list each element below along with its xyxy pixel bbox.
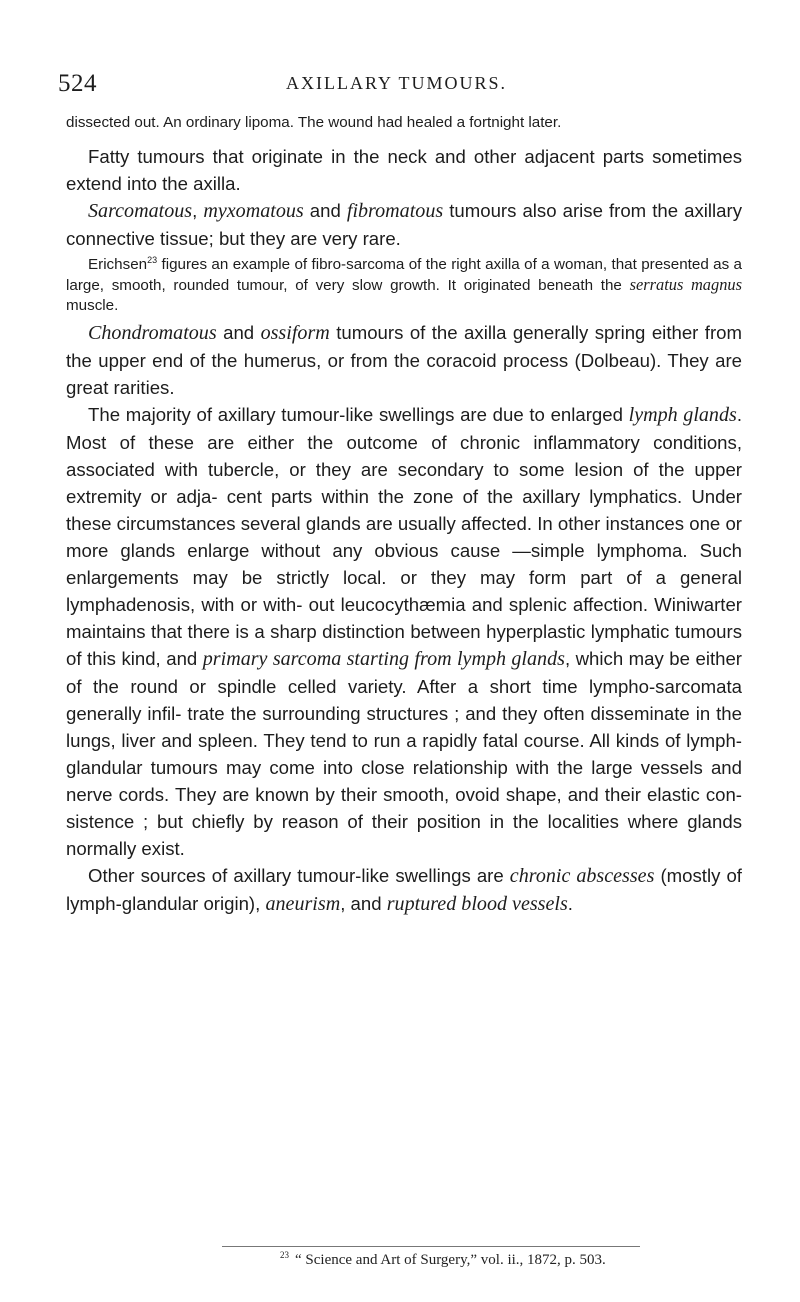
footnote-marker: 23 (280, 1250, 289, 1260)
italic-term: ossiform (260, 322, 330, 344)
separator-text: and (303, 200, 347, 221)
italic-term: chronic abscesses (509, 865, 655, 887)
main-text (66, 113, 742, 918)
footnote (280, 1250, 606, 1270)
separator-text: , (192, 200, 204, 221)
paragraph-other-sources (66, 862, 742, 918)
paragraph-text: , which may be either of the round or spindle celled variety. After a short time lympho-sarcomata generally infil- trate the surrounding structures ; and they often disseminate in the lungs, liver and spleen. They tend to run a rapidly fatal course. All kinds of lymph-glandular tumours may come into close relationship with the large vessels and nerve cords. They are known by their smooth, ovoid shape, and their elastic con- sistence ; but chiefly by reason of their position in the localities where glands normally exist. (66, 648, 742, 859)
italic-term: Sarcomatous (88, 200, 193, 222)
footnote-divider (222, 1246, 640, 1247)
footnote-text: “ Science and Art of Surgery,” vol. ii., 1872, p. 503. (295, 1252, 606, 1268)
paragraph-chondromatous (66, 319, 742, 401)
italic-term: serratus magnus (629, 275, 742, 294)
page-number: 524 (58, 70, 97, 97)
italic-term: lymph glands (628, 404, 737, 426)
paragraph-text: figures an example of fibro-sarcoma of the right axilla of a woman, that presented as a large, smooth, rounded tumour, of very slow growth. It originated beneath the (66, 256, 742, 294)
footnote-reference: 23 (147, 254, 158, 265)
italic-term: myxomatous (203, 200, 304, 222)
paragraph-text: tumours of the axilla generally spring either from the upper end of the humerus, or from the coracoid process (Dolbeau). They are great rarities. (66, 322, 742, 398)
italic-term: primary sarcoma starting from lymph glands (202, 648, 565, 670)
paragraph-text: (mostly of lymph-glandular origin), (66, 865, 742, 914)
paragraph-text: muscle. (66, 297, 119, 314)
italic-term: fibromatous (346, 200, 444, 222)
italic-term: ruptured blood vessels (386, 893, 568, 915)
paragraph-text: The majority of axillary tumour-like swellings are due to enlarged (88, 404, 629, 425)
paragraph-text: . (567, 893, 573, 914)
paragraph-text: Other sources of axillary tumour-like swellings are (88, 865, 510, 886)
italic-term: Chondromatous (88, 322, 217, 344)
author-name: Erichsen (88, 256, 148, 273)
italic-term: aneurism (265, 893, 341, 915)
paragraph-text: dissected out. An ordinary lipoma. The wound had healed a fortnight later. (66, 114, 562, 131)
separator-text: and (216, 322, 261, 343)
paragraph-fatty-tumours (66, 143, 742, 197)
running-title: AXILLARY TUMOURS. (286, 73, 508, 93)
paragraph-text: Fatty tumours that originate in the neck and other adjacent parts sometimes extend into the axilla. (66, 146, 742, 194)
paragraph-sarcomatous (66, 197, 742, 252)
paragraph-case-ending (66, 113, 742, 133)
paragraph-text: tumours also arise from the axillary connective tissue; but they are very rare. (66, 200, 742, 249)
paragraph-erichsen-example (66, 255, 742, 316)
running-head (58, 70, 758, 104)
paragraph-text: . Most of these are either the outcome of chronic inflammatory conditions, associated with tubercle, or they are secondary to some lesion of the upper extremity or adja- cent parts within the zone of the axillary lymphatics. Under these circumstances several glands are usually affected. In other instances one or more glands enlarge without any obvious cause —simple lymphoma. Such enlargements may be strictly local. or they may form part of a general lymphadenosis, with or with- out leucocythæmia and splenic affection. Winiwarter maintains that there is a sharp distinction between hyperplastic lymphatic tumours of this kind, and (66, 404, 742, 669)
paragraph-text: , and (340, 893, 387, 914)
paragraph-lymph-glands (66, 401, 742, 862)
